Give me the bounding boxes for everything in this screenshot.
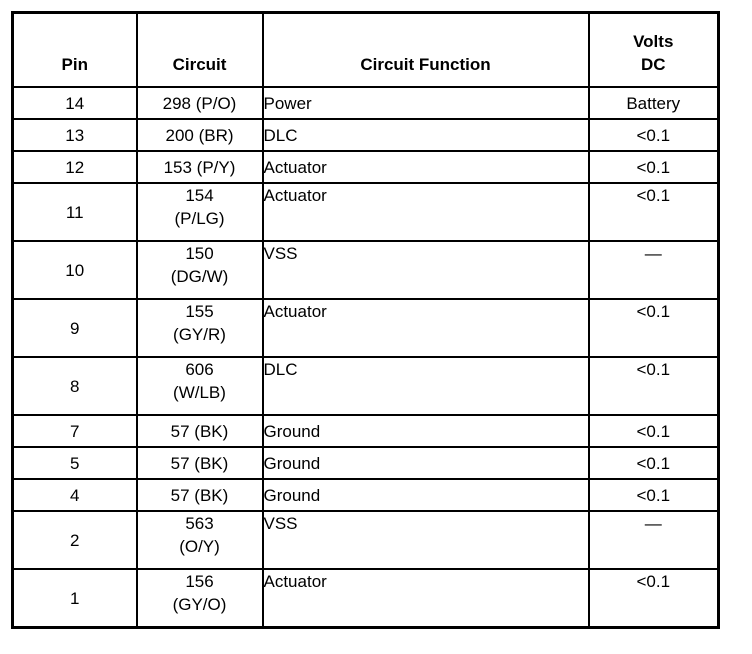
circuit-function-cell: Power	[263, 87, 589, 119]
pin-cell: 12	[13, 151, 137, 183]
pin-cell: 10	[13, 241, 137, 299]
table-row	[13, 241, 719, 299]
circuit-line: 57 (BK)	[170, 485, 229, 505]
pin-cell: 9	[13, 299, 137, 357]
table-row	[13, 151, 719, 183]
table-row	[13, 183, 719, 241]
circuit-function-cell: Actuator	[263, 299, 589, 357]
circuit-line: 563	[185, 514, 214, 533]
header-volts-dc	[589, 13, 719, 88]
circuit-line: 155	[185, 302, 214, 321]
volts-dc-cell: —	[589, 511, 719, 569]
header-circuit-function: Circuit Function	[263, 13, 589, 88]
volts-dc-cell: <0.1	[589, 479, 719, 511]
circuit-function-cell: Actuator	[263, 569, 589, 628]
circuit-line: 150	[185, 244, 214, 263]
volts-dc-cell: <0.1	[589, 357, 719, 415]
volts-dc-cell: <0.1	[589, 447, 719, 479]
circuit-cell	[137, 479, 263, 511]
volts-dc-cell: <0.1	[589, 299, 719, 357]
circuit-line: (O/Y)	[179, 537, 220, 556]
table-row	[13, 299, 719, 357]
pin-cell: 13	[13, 119, 137, 151]
circuit-function-cell: Ground	[263, 415, 589, 447]
circuit-function-cell: Ground	[263, 479, 589, 511]
table-row	[13, 447, 719, 479]
header-volts-line1: Volts	[633, 32, 674, 51]
circuit-cell	[137, 87, 263, 119]
table-row	[13, 415, 719, 447]
circuit-cell	[137, 415, 263, 447]
circuit-line: (P/LG)	[174, 209, 225, 228]
table-row	[13, 569, 719, 628]
circuit-function-cell: Actuator	[263, 183, 589, 241]
table-row	[13, 511, 719, 569]
circuit-cell	[137, 241, 263, 299]
circuit-cell	[137, 357, 263, 415]
pinout-table	[11, 11, 720, 629]
pin-cell: 4	[13, 479, 137, 511]
volts-dc-cell: <0.1	[589, 119, 719, 151]
circuit-line: 200 (BR)	[165, 125, 234, 145]
header-row	[13, 13, 719, 88]
table-row	[13, 479, 719, 511]
circuit-cell	[137, 299, 263, 357]
table-body	[13, 87, 719, 628]
circuit-line: 57 (BK)	[170, 453, 229, 473]
volts-dc-cell: —	[589, 241, 719, 299]
pin-cell: 8	[13, 357, 137, 415]
volts-dc-cell: <0.1	[589, 415, 719, 447]
header-circuit: Circuit	[137, 13, 263, 88]
circuit-line: 154	[185, 186, 214, 205]
circuit-cell	[137, 447, 263, 479]
pin-cell: 7	[13, 415, 137, 447]
circuit-function-cell: Actuator	[263, 151, 589, 183]
circuit-cell	[137, 183, 263, 241]
volts-dc-cell: <0.1	[589, 151, 719, 183]
circuit-function-cell: DLC	[263, 357, 589, 415]
circuit-line: 153 (P/Y)	[163, 157, 236, 177]
header-pin: Pin	[13, 13, 137, 88]
pin-cell: 2	[13, 511, 137, 569]
circuit-function-cell: Ground	[263, 447, 589, 479]
volts-dc-cell: Battery	[589, 87, 719, 119]
pin-cell: 11	[13, 183, 137, 241]
table-row	[13, 119, 719, 151]
table-row	[13, 87, 719, 119]
circuit-line: (GY/R)	[173, 325, 226, 344]
circuit-cell	[137, 569, 263, 628]
circuit-line: 298 (P/O)	[162, 93, 237, 113]
pin-cell: 5	[13, 447, 137, 479]
volts-dc-cell: <0.1	[589, 569, 719, 628]
circuit-line: (DG/W)	[170, 267, 229, 286]
circuit-line: 57 (BK)	[170, 421, 229, 441]
header-volts-line2: DC	[640, 55, 666, 74]
circuit-function-cell: VSS	[263, 241, 589, 299]
circuit-function-cell: VSS	[263, 511, 589, 569]
pin-cell: 14	[13, 87, 137, 119]
volts-dc-cell: <0.1	[589, 183, 719, 241]
circuit-line: 606	[185, 360, 214, 379]
circuit-function-cell: DLC	[263, 119, 589, 151]
circuit-line: (GY/O)	[172, 595, 227, 614]
circuit-cell	[137, 151, 263, 183]
circuit-line: 156	[185, 572, 214, 591]
pinout-table-container	[11, 11, 717, 629]
circuit-cell	[137, 119, 263, 151]
pin-cell: 1	[13, 569, 137, 628]
table-row	[13, 357, 719, 415]
circuit-cell	[137, 511, 263, 569]
circuit-line: (W/LB)	[173, 383, 226, 402]
